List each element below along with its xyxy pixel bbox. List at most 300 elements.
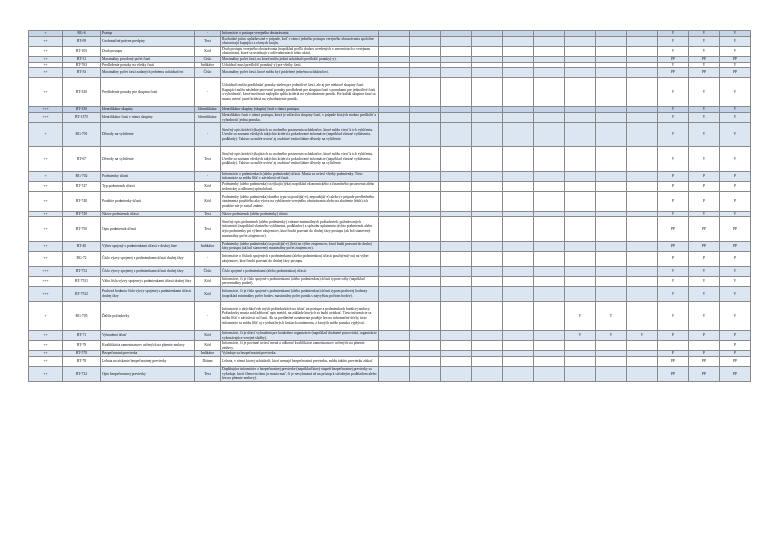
form-flag-cell: PP <box>720 68 751 78</box>
element-id-cell: BT-7531 <box>63 276 101 286</box>
data-type-cell: - <box>195 301 221 330</box>
form-flag-cell <box>503 266 534 276</box>
form-flag-cell <box>503 287 534 302</box>
element-id-cell: BT-78 <box>63 356 101 366</box>
form-flag-cell <box>534 241 565 251</box>
form-flag-cell <box>441 147 472 171</box>
form-flag-cell <box>410 46 441 56</box>
data-type-cell: Kód <box>195 181 221 191</box>
form-flag-cell: P <box>720 341 751 351</box>
form-flag-cell <box>627 123 658 147</box>
table-row <box>29 301 751 330</box>
form-flag-cell <box>410 147 441 171</box>
form-flag-cell <box>534 301 565 330</box>
form-flag-cell <box>379 112 410 122</box>
level-cell: + <box>29 31 63 37</box>
form-flag-cell <box>534 68 565 78</box>
element-id-cell: BT-1375 <box>63 112 101 122</box>
table-row <box>29 241 751 251</box>
form-flag-cell <box>472 301 503 330</box>
element-name-cell: Podmienky účasti <box>101 171 195 181</box>
form-flag-cell: PP <box>689 56 720 62</box>
element-name-cell: Predloženie ponuky na všetky časti <box>101 62 195 68</box>
form-flag-cell: V <box>565 330 596 340</box>
form-flag-cell <box>596 181 627 191</box>
table-body <box>29 31 751 382</box>
form-flag-cell: V <box>689 36 720 46</box>
form-flag-cell <box>379 46 410 56</box>
element-name-cell: Druh postupu <box>101 46 195 56</box>
form-flag-cell: PP <box>689 241 720 251</box>
form-flag-cell <box>534 276 565 286</box>
form-flag-cell: V <box>689 107 720 113</box>
level-cell: ++ <box>29 147 63 171</box>
form-flag-cell <box>410 181 441 191</box>
element-name-cell: Cezhraničné právne predpisy <box>101 36 195 46</box>
form-flag-cell: PP <box>720 356 751 366</box>
form-flag-cell <box>472 341 503 351</box>
form-flag-cell <box>410 367 441 382</box>
element-name-cell: Predloženie ponuky pre skupinu častí <box>101 78 195 107</box>
form-flag-cell <box>596 356 627 366</box>
element-id-cell: BG-701 <box>63 123 101 147</box>
form-flag-cell <box>565 251 596 266</box>
form-flag-cell: V <box>596 301 627 330</box>
form-flag-cell <box>565 36 596 46</box>
form-flag-cell <box>534 287 565 302</box>
form-flag-cell: V <box>658 62 689 68</box>
form-flag-cell <box>441 217 472 241</box>
form-flag-cell <box>534 112 565 122</box>
element-id-cell: BT-330 <box>63 107 101 113</box>
form-flag-cell <box>534 46 565 56</box>
form-flag-cell <box>379 147 410 171</box>
form-flag-cell: P <box>720 192 751 212</box>
data-type-cell: - <box>195 251 221 266</box>
description-cell: Vyžaduje sa bezpečnostná previerka. <box>221 351 379 357</box>
form-flag-cell: V <box>720 147 751 171</box>
table-row <box>29 78 751 107</box>
description-cell: Informácie o postupe verejného obstarávania. <box>221 31 379 37</box>
element-id-cell: BT-31 <box>63 56 101 62</box>
element-id-cell: BG-72 <box>63 251 101 266</box>
form-flag-cell: V <box>720 123 751 147</box>
form-flag-cell <box>534 330 565 340</box>
form-flag-cell <box>627 171 658 181</box>
form-flag-cell <box>627 181 658 191</box>
form-flag-cell <box>441 171 472 181</box>
level-cell: ++ <box>29 351 63 357</box>
form-flag-cell <box>472 147 503 171</box>
form-flag-cell: V <box>658 287 689 302</box>
form-flag-cell <box>503 171 534 181</box>
form-flag-cell <box>565 68 596 78</box>
element-name-cell: Opis podmienok účasti <box>101 217 195 241</box>
data-type-cell: Kód <box>195 287 221 302</box>
form-flag-cell <box>565 112 596 122</box>
data-type-cell: Kód <box>195 341 221 351</box>
form-flag-cell <box>379 251 410 266</box>
form-flag-cell <box>565 276 596 286</box>
form-flag-cell: P <box>689 351 720 357</box>
data-type-cell: Text <box>195 36 221 46</box>
form-flag-cell: V <box>689 211 720 217</box>
form-flag-cell <box>627 217 658 241</box>
description-cell: Uchádzač musí predložiť ponuku(-y) pre všetky časti. <box>221 62 379 68</box>
form-flag-cell <box>441 68 472 78</box>
data-type-cell: Indikátor <box>195 241 221 251</box>
description-cell: Lehota, v rámci ktorej uchádzači, ktorí nemajú bezpečnostnú previerku, môžu takúto previerku získať. <box>221 356 379 366</box>
description-cell: Maximálny počet častí, na ktoré môžu jediní uchádzači predložiť ponuky(-y). <box>221 56 379 62</box>
data-type-cell: Číslo <box>195 68 221 78</box>
description-cell: Podmienky (alebo podmienka) sa použijú(-e) (len) na výber záujemcov, ktorí budú pozvaní do druhej fázy postupu (ak bol stanovený maximálny počet záujemcov). <box>221 241 379 251</box>
form-flag-cell <box>627 276 658 286</box>
form-flag-cell <box>379 367 410 382</box>
form-flag-cell <box>565 217 596 241</box>
form-flag-cell: PP <box>720 367 751 382</box>
form-flag-cell <box>503 241 534 251</box>
element-name-cell: Bezpečnostná previerka <box>101 351 195 357</box>
form-flag-cell <box>565 78 596 107</box>
description-cell: Informácie, či je povinné uviesť mená a odborné kvalifikácie zamestnancov určených na plnenie zmluvy. <box>221 341 379 351</box>
description-cell: Identifikátor skupiny (skupín) častí v rámci postupu. <box>221 107 379 113</box>
form-flag-cell: V <box>720 211 751 217</box>
form-flag-cell <box>596 192 627 212</box>
table-row <box>29 266 751 276</box>
element-name-cell: Výber spojený s podmienkami účasti v druhej fáze <box>101 241 195 251</box>
form-flag-cell: PP <box>720 241 751 251</box>
form-flag-cell <box>503 217 534 241</box>
form-flag-cell <box>503 341 534 351</box>
form-flag-cell: V <box>658 266 689 276</box>
element-id-cell: BT-747 <box>63 181 101 191</box>
element-id-cell: BT-67 <box>63 147 101 171</box>
form-flag-cell <box>441 78 472 107</box>
form-flag-cell <box>565 356 596 366</box>
level-cell: ++ <box>29 241 63 251</box>
form-flag-cell <box>379 123 410 147</box>
form-flag-cell <box>503 181 534 191</box>
form-flag-cell: PP <box>658 356 689 366</box>
description-cell: Názov podmienok (alebo podmienky) účasti. <box>221 211 379 217</box>
form-flag-cell: V <box>689 78 720 107</box>
form-flag-cell <box>410 301 441 330</box>
form-flag-cell <box>565 266 596 276</box>
element-id-cell: BT-40 <box>63 241 101 251</box>
form-flag-cell <box>379 241 410 251</box>
form-flag-cell <box>534 147 565 171</box>
form-flag-cell <box>689 341 720 351</box>
form-flag-cell <box>596 367 627 382</box>
form-flag-cell: P <box>720 330 751 340</box>
element-name-cell: Identifikátor časti v rámci skupiny <box>101 112 195 122</box>
form-flag-cell <box>441 287 472 302</box>
data-type-cell: - <box>195 123 221 147</box>
form-flag-cell: V <box>658 123 689 147</box>
form-flag-cell: V <box>689 266 720 276</box>
form-flag-cell <box>627 46 658 56</box>
form-flag-cell <box>472 123 503 147</box>
table-row <box>29 356 751 366</box>
table-row <box>29 330 751 340</box>
element-name-cell: Maximálny počet častí zadaných jednému uchádzačovi <box>101 68 195 78</box>
form-flag-cell <box>410 68 441 78</box>
form-flag-cell <box>503 147 534 171</box>
description-cell: Informácie, či je číslo spojené s podmienkami (alebo podmienkou) účasti typom prahovej hodnoty (napríklad minimálny počet bodov, maximálny počet ponúk s najvyššou počtom bodov). <box>221 287 379 302</box>
form-flag-cell <box>565 192 596 212</box>
form-flag-cell: V <box>720 36 751 46</box>
level-cell: + <box>29 171 63 181</box>
element-id-cell: BT-33 <box>63 68 101 78</box>
level-cell: +++ <box>29 266 63 276</box>
form-flag-cell: P <box>720 251 751 266</box>
level-cell: +++ <box>29 112 63 122</box>
element-name-cell: Typ podmienok účasti <box>101 181 195 191</box>
form-flag-cell <box>410 123 441 147</box>
form-flag-cell <box>534 123 565 147</box>
form-flag-cell <box>379 68 410 78</box>
level-cell: + <box>29 301 63 330</box>
form-flag-cell: PP <box>658 367 689 382</box>
description-cell: Doplňujúce informácie o bezpečnostnej previerke (napríklad ktorý stupeň bezpečnostnej previerky sa vyžaduje, ktorí členovia tímu ju musia mať, či je nevyhnutná až na prístup k súťažným podkladom alebo len na plnenie zmluvy). <box>222 367 377 381</box>
form-flag-cell: V <box>658 36 689 46</box>
element-id-cell: BT-105 <box>63 46 101 56</box>
element-id-cell: BT-763 <box>63 62 101 68</box>
form-flag-cell <box>596 68 627 78</box>
form-flag-cell <box>503 123 534 147</box>
element-name-cell: Číslo výzvy spojenej s podmienkami účasti druhej fázy <box>101 266 195 276</box>
description-cell: Informácie, či je účasť vyhradená pre konkrétne organizácie (napríklad chránené pracoviská, organizácie vykonávajúce verejné služby). <box>222 330 377 340</box>
form-flag-cell <box>627 241 658 251</box>
data-type-cell: Kód <box>195 276 221 286</box>
form-flag-cell <box>596 276 627 286</box>
description-cell: Stručný opis podmienok (alebo podmienky) vrátane minimálnych požiadaviek, požadovaných informácií (napríklad vlastného vyhlásenia, podkladov) a spôsobu uplatnenia týchto podmienok alebo tejto podmienky pri výbere záujemcov, ktorí budú pozvaní do druhej fázy postupu (ak bol stanovený maximálny počet záujemcov). <box>221 217 379 241</box>
element-id-cell: BT-748 <box>63 192 101 212</box>
form-flag-cell <box>627 367 658 382</box>
form-flag-cell <box>472 192 503 212</box>
form-flag-cell <box>472 266 503 276</box>
form-flag-cell <box>410 241 441 251</box>
form-flag-cell <box>472 181 503 191</box>
form-flag-cell <box>441 330 472 340</box>
form-flag-cell <box>627 147 658 171</box>
data-type-cell: Kód <box>195 46 221 56</box>
form-flag-cell <box>379 36 410 46</box>
form-flag-cell <box>410 276 441 286</box>
form-flag-cell <box>472 112 503 122</box>
table-row <box>29 171 751 181</box>
data-type-cell: Kód <box>195 192 221 212</box>
form-flag-cell: V <box>658 107 689 113</box>
form-flag-cell <box>534 367 565 382</box>
level-cell: ++ <box>29 181 63 191</box>
form-flag-cell: V <box>658 78 689 107</box>
description-cell: Číslo spojené s podmienkami (alebo podmienkou) účasti. <box>221 266 379 276</box>
form-flag-cell <box>534 78 565 107</box>
table-row <box>29 112 751 122</box>
element-id-cell: BT-09 <box>63 36 101 46</box>
form-flag-cell: PP <box>689 217 720 241</box>
level-cell: ++ <box>29 341 63 351</box>
element-name-cell: Váha čísla výzvy spojenej s podmienkami účasti druhej fázy <box>101 276 195 286</box>
form-flag-cell <box>503 356 534 366</box>
form-flag-cell <box>472 36 503 46</box>
form-flag-cell: V <box>720 31 751 37</box>
form-flag-cell <box>627 356 658 366</box>
form-flag-cell <box>627 341 658 351</box>
level-cell: + <box>29 123 63 147</box>
level-cell: ++ <box>29 68 63 78</box>
form-flag-cell <box>627 266 658 276</box>
form-flag-cell <box>565 341 596 351</box>
element-id-cell: BT-732 <box>63 367 101 382</box>
form-flag-cell <box>379 330 410 340</box>
form-flag-cell <box>379 78 410 107</box>
element-name-cell: Názov podmienok účasti <box>101 211 195 217</box>
element-id-cell: BT-330 <box>63 78 101 107</box>
form-flag-cell: PP <box>689 68 720 78</box>
form-flag-cell <box>441 341 472 351</box>
element-id-cell: BG-6 <box>63 31 101 37</box>
form-flag-cell: V <box>689 276 720 286</box>
data-type-cell: Indikátor <box>195 351 221 357</box>
data-type-cell: Kód <box>195 330 221 340</box>
form-flag-cell <box>596 217 627 241</box>
form-flag-cell <box>627 287 658 302</box>
form-flag-cell <box>503 251 534 266</box>
level-cell: ++ <box>29 56 63 62</box>
form-flag-cell <box>441 266 472 276</box>
element-name-cell: Použitie podmienky účasti <box>101 192 195 212</box>
form-flag-cell: P <box>658 171 689 181</box>
form-flag-cell: V <box>720 107 751 113</box>
element-id-cell: BT-749 <box>63 211 101 217</box>
form-flag-cell <box>627 301 658 330</box>
form-flag-cell <box>410 78 441 107</box>
description-cell: Maximálny počet častí, ktoré môžu byť pridelené jednému uchádzačovi. <box>221 68 379 78</box>
description-cell: Stručný opis kritérií týkajúcich sa osobného postavenia uchádzačov, ktoré môžu viesť k ich vylúčeniu. Uvedie sa zoznam všetkých takýchto kritérií a požadované informácie (napríklad vlastné vyhlásenia, podklady). Takisto sa môže uviesť aj osobitné vnútroštátne dôvody na vylúčenie. <box>221 123 379 147</box>
form-flag-cell <box>379 341 410 351</box>
form-flag-cell: V <box>689 147 720 171</box>
table-row <box>29 192 751 212</box>
form-flag-cell <box>596 112 627 122</box>
form-flag-cell <box>503 112 534 122</box>
form-flag-cell: V <box>689 46 720 56</box>
form-flag-cell <box>534 192 565 212</box>
table-row <box>29 341 751 351</box>
form-flag-cell: V <box>658 276 689 286</box>
level-cell: ++ <box>29 330 63 340</box>
form-flag-cell: V <box>658 211 689 217</box>
table-row <box>29 123 751 147</box>
form-flag-cell <box>441 367 472 382</box>
form-flag-cell <box>472 276 503 286</box>
form-flag-cell: P <box>689 171 720 181</box>
level-cell: ++ <box>29 78 63 107</box>
form-flag-cell <box>658 341 689 351</box>
form-flag-cell: P <box>658 351 689 357</box>
form-flag-cell <box>379 217 410 241</box>
form-flag-cell <box>410 330 441 340</box>
element-id-cell: BG-705 <box>63 301 101 330</box>
form-flag-cell <box>565 46 596 56</box>
form-flag-cell <box>441 276 472 286</box>
form-flag-cell <box>410 356 441 366</box>
form-flag-cell: V <box>596 330 627 340</box>
form-flag-cell <box>503 36 534 46</box>
description-cell: Podmienky (alebo podmienka) daného typu sa použijú(-e), nepoužijú(-e) alebo (v prípade predbežného oznámenia použitého ako výzva na vyhlásenie verejného obstarávania alebo na skrátenie lehôt) ich použitie nie je zatiaľ známe. <box>221 192 379 212</box>
element-name-cell: Opis bezpečnostnej previerky <box>101 367 195 382</box>
form-flag-cell: V <box>565 301 596 330</box>
form-flag-cell <box>596 287 627 302</box>
table-row <box>29 181 751 191</box>
form-flag-cell <box>379 301 410 330</box>
element-id-cell: BT-750 <box>63 217 101 241</box>
form-flag-cell: P <box>720 171 751 181</box>
form-flag-cell: P <box>720 181 751 191</box>
form-flag-cell <box>441 301 472 330</box>
element-name-cell: Identifikátor skupiny <box>101 107 195 113</box>
form-flag-cell <box>627 192 658 212</box>
form-flag-cell <box>472 330 503 340</box>
form-flag-cell <box>410 287 441 302</box>
form-flag-cell <box>565 123 596 147</box>
form-flag-cell <box>565 181 596 191</box>
element-name-cell: Vyhradená účasť <box>101 330 195 340</box>
form-flag-cell: V <box>720 112 751 122</box>
form-flag-cell <box>441 112 472 122</box>
form-flag-cell <box>441 241 472 251</box>
form-flag-cell <box>565 241 596 251</box>
form-flag-cell <box>503 192 534 212</box>
description-cell: Informácie o podmienkach (alebo podmienke) účasti. Musia sa uviesť všetky podmienky. Tieto informácie sa môžu líšiť v závislosti od častí. <box>221 171 379 181</box>
form-flag-cell <box>410 171 441 181</box>
description-cell: Podmienky (alebo podmienka) sa týkajú (týka) napríklad ekonomického a finančného postavenia alebo technickej a odbornej spôsobilosti. <box>221 181 379 191</box>
form-flag-cell <box>596 78 627 107</box>
data-type-cell: Identifikátor <box>195 112 221 122</box>
form-flag-cell <box>410 192 441 212</box>
form-flag-cell <box>379 356 410 366</box>
description-cell: Druh postupu verejného obstarávania (napríklad podľa druhov uvedených v smerniciach o verejnom obstarávaní, ktoré sa uvádzajú v odôvodneniach tohto aktu). <box>221 46 379 56</box>
form-flag-cell <box>379 266 410 276</box>
level-cell: ++ <box>29 367 63 382</box>
form-flag-cell <box>503 330 534 340</box>
form-flag-cell <box>596 241 627 251</box>
element-id-cell: BG-702 <box>63 171 101 181</box>
form-flag-cell <box>410 112 441 122</box>
form-flag-cell: V <box>720 287 751 302</box>
form-flag-cell <box>534 171 565 181</box>
level-cell: ++ <box>29 46 63 56</box>
form-flag-cell: P <box>689 251 720 266</box>
form-flag-cell <box>441 46 472 56</box>
form-flag-cell <box>627 78 658 107</box>
form-flag-cell <box>441 251 472 266</box>
table-row <box>29 367 751 382</box>
form-flag-cell <box>472 171 503 181</box>
element-id-cell: BT-7532 <box>63 287 101 302</box>
form-flag-cell <box>472 68 503 78</box>
form-flag-cell <box>596 36 627 46</box>
element-name-cell: Kvalifikácia zamestnancov určených na plnenie zmluvy <box>101 341 195 351</box>
element-name-cell: Maximálny povolený počet častí <box>101 56 195 62</box>
form-flag-cell <box>596 171 627 181</box>
form-flag-cell <box>565 171 596 181</box>
form-flag-cell <box>503 46 534 56</box>
form-flag-cell: PP <box>689 356 720 366</box>
element-name-cell: Číslo výzvy spojenej s podmienkami účasti druhej fázy <box>101 251 195 266</box>
form-flag-cell <box>379 276 410 286</box>
